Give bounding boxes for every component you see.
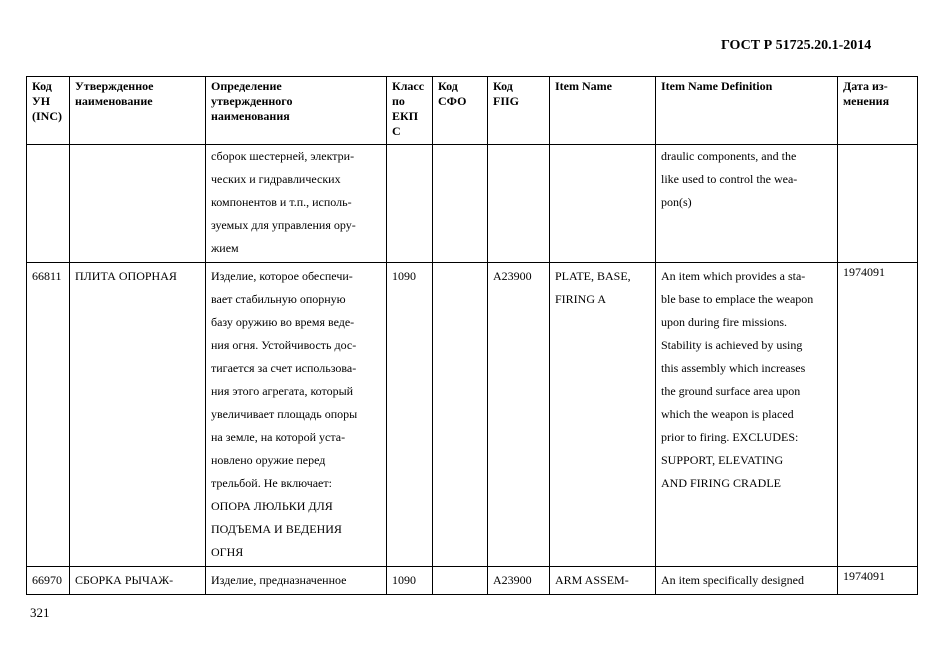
text-line: like used to control the wea- <box>661 172 798 186</box>
cell-name <box>70 145 206 263</box>
table-row <box>27 567 918 595</box>
text-line: новлено оружие перед <box>211 453 326 467</box>
spec-table <box>26 76 918 595</box>
text-line: Stability is achieved by using <box>661 338 803 352</box>
cell-sfo <box>433 567 488 595</box>
cell-class: 1090 <box>387 263 433 567</box>
text-line: ПОДЪЕМА И ВЕДЕНИЯ <box>211 522 342 536</box>
table-row <box>27 145 918 263</box>
text-line: зуемых для управления ору- <box>211 218 356 232</box>
text-line: на земле, на которой уста- <box>211 430 346 444</box>
text-line: which the weapon is placed <box>661 407 794 421</box>
cell-definition-ru <box>206 145 387 263</box>
col-header-fiig <box>488 77 550 145</box>
text-line: ния этого агрегата, который <box>211 384 354 398</box>
text-line: Изделие, предназначенное <box>211 573 347 587</box>
cell-item-name <box>550 263 656 567</box>
cell-name: ПЛИТА ОПОРНАЯ <box>70 263 206 567</box>
col-header-change-date <box>838 77 918 145</box>
cell-date: 1974091 <box>838 263 918 567</box>
cell-inc: 66970 <box>27 567 70 595</box>
text-line: Класс <box>392 79 425 93</box>
text-line: жием <box>211 241 239 255</box>
text-line: (INC) <box>32 109 62 123</box>
text-line: тигается за счет использова- <box>211 361 357 375</box>
col-header-item-name <box>550 77 656 145</box>
text-line: утвержденного <box>211 94 293 108</box>
text-line: по <box>392 94 405 108</box>
cell-name: СБОРКА РЫЧАЖ- <box>70 567 206 595</box>
cell-class: 1090 <box>387 567 433 595</box>
text-line: ОГНЯ <box>211 545 244 559</box>
cell-fiig <box>488 145 550 263</box>
text-line: Код <box>493 79 513 93</box>
text-line: SUPPORT, ELEVATING <box>661 453 784 467</box>
cell-definition-en <box>656 145 838 263</box>
text-line: вает стабильную опорную <box>211 292 346 306</box>
text-line: this assembly which increases <box>661 361 806 375</box>
cell-fiig: A23900 <box>488 567 550 595</box>
cell-item-name <box>550 145 656 263</box>
text-line: Утвержденное <box>75 79 154 93</box>
text-line: ARM ASSEM- <box>555 573 629 587</box>
col-header-inc <box>27 77 70 145</box>
document-code: ГОСТ Р 51725.20.1-2014 <box>721 38 872 53</box>
text-line: prior to firing. EXCLUDES: <box>661 430 799 444</box>
cell-item-name <box>550 567 656 595</box>
text-line: Определение <box>211 79 282 93</box>
text-line: трельбой. Не включает: <box>211 476 332 490</box>
text-line: upon during fire missions. <box>661 315 787 329</box>
col-header-class <box>387 77 433 145</box>
text-line: Код <box>438 79 458 93</box>
cell-fiig: A23900 <box>488 263 550 567</box>
text-line: наименование <box>75 94 153 108</box>
text-line: Item Name Definition <box>661 79 773 93</box>
cell-sfo <box>433 145 488 263</box>
text-line: СФО <box>438 94 467 108</box>
cell-date: 1974091 <box>838 567 918 595</box>
text-line: ble base to emplace the weapon <box>661 292 814 306</box>
text-line: draulic components, and the <box>661 149 797 163</box>
text-line: ния огня. Устойчивость дос- <box>211 338 357 352</box>
cell-definition-en <box>656 263 838 567</box>
text-line: сборок шестерней, электри- <box>211 149 355 163</box>
text-line: FIRING A <box>555 292 607 306</box>
text-line: An item specifically designed <box>661 573 804 587</box>
text-line: базу оружию во время веде- <box>211 315 355 329</box>
text-line: увеличивает площадь опоры <box>211 407 358 421</box>
text-line: An item which provides a sta- <box>661 269 806 283</box>
text-line: наименования <box>211 109 290 123</box>
text-line: компонентов и т.п., исполь- <box>211 195 352 209</box>
cell-sfo <box>433 263 488 567</box>
text-line: ческих и гидравлических <box>211 172 341 186</box>
text-line: PLATE, BASE, <box>555 269 631 283</box>
text-line: Код <box>32 79 52 93</box>
text-line: AND FIRING CRADLE <box>661 476 781 490</box>
text-line: FIIG <box>493 94 520 108</box>
text-line: Изделие, которое обеспечи- <box>211 269 353 283</box>
cell-definition-en <box>656 567 838 595</box>
col-header-definition-ru <box>206 77 387 145</box>
text-line: С <box>392 124 401 138</box>
text-line: the ground surface area upon <box>661 384 801 398</box>
cell-class <box>387 145 433 263</box>
col-header-sfo <box>433 77 488 145</box>
cell-definition-ru <box>206 263 387 567</box>
text-line: УН <box>32 94 51 108</box>
cell-date <box>838 145 918 263</box>
text-line: Item Name <box>555 79 612 93</box>
text-line: менения <box>843 94 890 108</box>
cell-definition-ru <box>206 567 387 595</box>
col-header-approved-name <box>70 77 206 145</box>
cell-inc <box>27 145 70 263</box>
text-line: ЕКП <box>392 109 419 123</box>
cell-inc: 66811 <box>27 263 70 567</box>
page-number: 321 <box>30 605 50 620</box>
text-line: ОПОРА ЛЮЛЬКИ ДЛЯ <box>211 499 333 513</box>
table-row <box>27 263 918 567</box>
text-line: Дата из- <box>843 79 888 93</box>
col-header-item-name-definition <box>656 77 838 145</box>
text-line: pon(s) <box>661 195 692 209</box>
table-header-row <box>27 77 918 145</box>
